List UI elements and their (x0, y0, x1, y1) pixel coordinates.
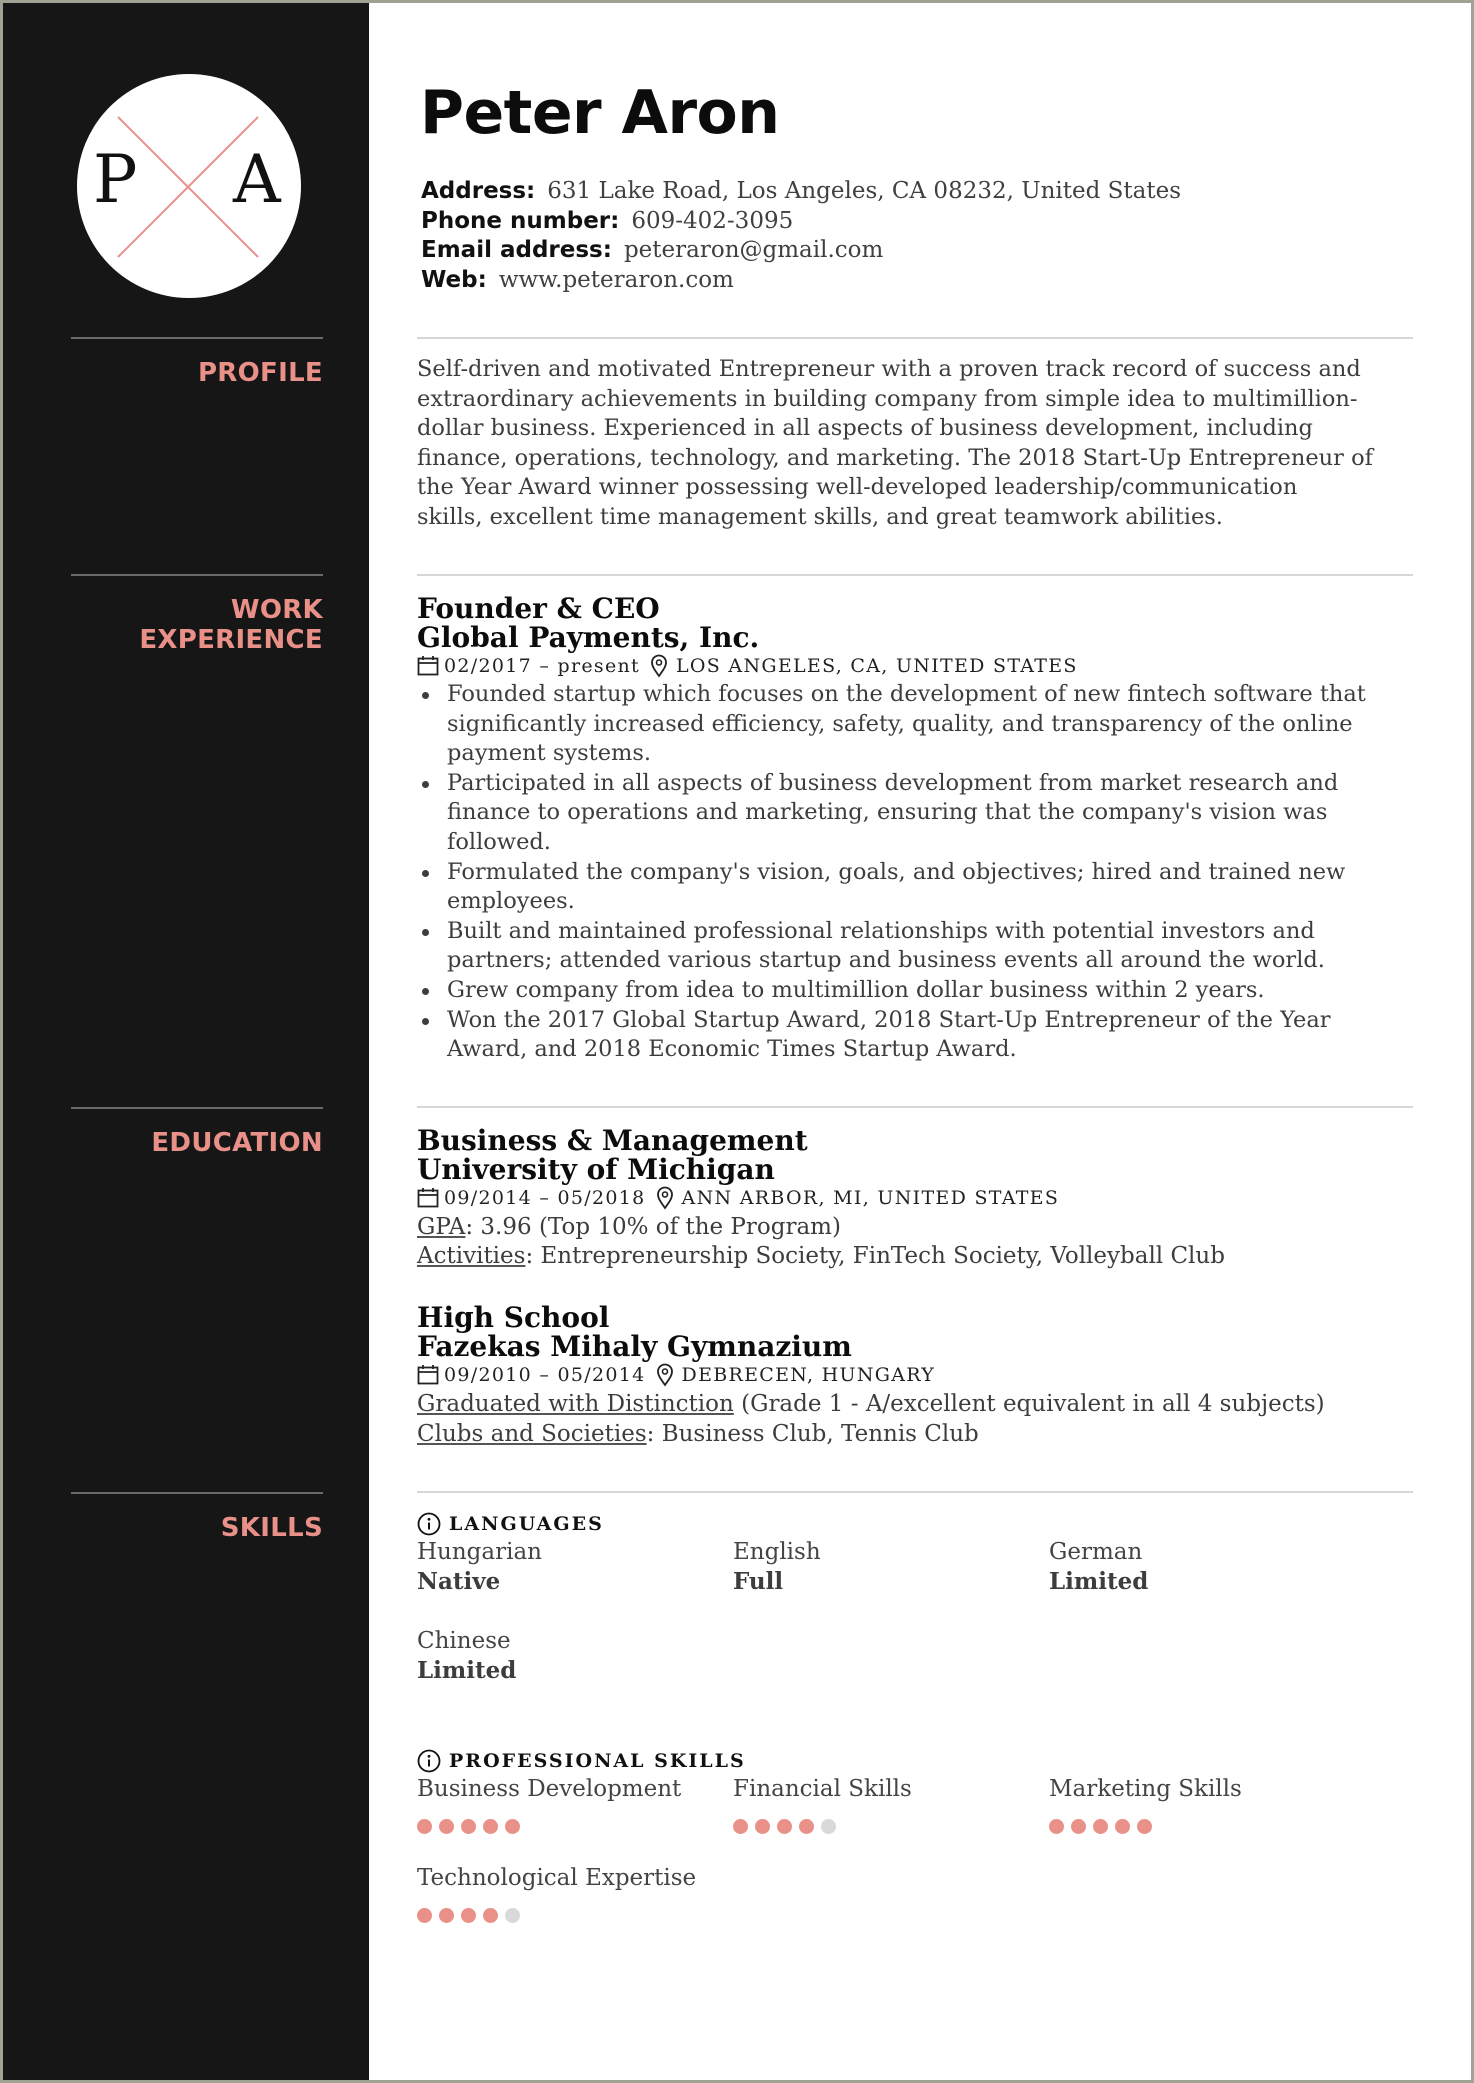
language-level: Native (417, 1568, 501, 1595)
rating-dot-filled (417, 1819, 432, 1834)
profile-line: dollar business. Experienced in all aspects of business development, including (417, 415, 1313, 441)
language-name: English (733, 1539, 821, 1565)
language-name: German (1049, 1539, 1143, 1565)
bullet-line: Built and maintained professional relationships with potential investors and (447, 917, 1315, 944)
list-item (417, 769, 1377, 858)
language-item (733, 1538, 1033, 1596)
sidebar-divider (71, 1492, 323, 1494)
section-divider (417, 574, 1413, 576)
rating-dot-filled (439, 1908, 454, 1923)
list-item (417, 1006, 1377, 1065)
rating-dot-filled (505, 1819, 520, 1834)
languages-heading-text: LANGUAGES (449, 1513, 604, 1535)
rating-dot-filled (1093, 1819, 1108, 1834)
job-title: Founder & CEO (417, 592, 660, 625)
skill-item (733, 1775, 1033, 1834)
sidebar-divider (71, 1107, 323, 1109)
language-name: Chinese (417, 1628, 511, 1654)
job-bullets (417, 680, 1377, 1065)
education-location: ANN ARBOR, MI, UNITED STATES (681, 1187, 1060, 1209)
profile-summary (417, 355, 1413, 532)
skill-rating (1049, 1819, 1349, 1834)
detail-label: Activities (417, 1243, 526, 1269)
rating-dot-filled (799, 1819, 814, 1834)
rating-dot-filled (461, 1908, 476, 1923)
rating-dot-filled (733, 1819, 748, 1834)
section-heading-profile: PROFILE (197, 358, 323, 388)
skill-rating (417, 1819, 717, 1834)
rating-dot-filled (1049, 1819, 1064, 1834)
education-meta (417, 1362, 935, 1388)
detail-label: GPA (417, 1214, 466, 1240)
skill-rating (417, 1908, 717, 1923)
profile-line: the Year Award winner possessing well-developed leadership/communication (417, 474, 1298, 500)
contact-label: Address: (421, 178, 536, 204)
education-school: Fazekas Mihaly Gymnazium (417, 1330, 852, 1363)
skill-name: Financial Skills (733, 1776, 912, 1802)
candidate-name: Peter Aron (420, 78, 780, 148)
languages-heading (417, 1511, 604, 1537)
education-dates: 09/2014 – 05/2018 (444, 1187, 646, 1209)
section-heading-work-line1: WORK (230, 595, 323, 625)
bullet-line: employees. (447, 888, 575, 915)
professional-skills-heading-text: PROFESSIONAL SKILLS (449, 1750, 746, 1772)
location-pin-icon (650, 654, 668, 678)
section-divider (417, 1106, 1413, 1108)
sidebar-divider (71, 574, 323, 576)
rating-dot-empty (821, 1819, 836, 1834)
bullet-line: Award, and 2018 Economic Times Startup Award. (447, 1036, 1017, 1063)
rating-dot-filled (483, 1819, 498, 1834)
education-location: DEBRECEN, HUNGARY (681, 1364, 936, 1386)
education-detail (417, 1213, 841, 1242)
rating-dot-filled (1071, 1819, 1086, 1834)
section-divider (417, 1491, 1413, 1493)
bullet-line: significantly increased efficiency, safety, quality, and transparency of the online (447, 710, 1353, 737)
rating-dot-filled (1137, 1819, 1152, 1834)
rating-dot-empty (505, 1908, 520, 1923)
education-degree: Business & Management (417, 1124, 808, 1157)
calendar-icon (417, 655, 439, 677)
job-meta (417, 653, 1078, 679)
skill-name: Business Development (417, 1776, 682, 1802)
language-level: Full (733, 1568, 784, 1595)
contact-value[interactable]: www.peteraron.com (498, 267, 734, 293)
rating-dot-filled (755, 1819, 770, 1834)
job-dates: 02/2017 – present (444, 655, 640, 677)
contact-value: 609-402-3095 (631, 208, 794, 234)
rating-dot-filled (1115, 1819, 1130, 1834)
language-level: Limited (1049, 1568, 1149, 1595)
skill-item (1049, 1775, 1349, 1834)
rating-dot-filled (417, 1908, 432, 1923)
skill-item (417, 1775, 717, 1834)
profile-line: extraordinary achievements in building company from simple idea to multimillion- (417, 385, 1358, 412)
education-meta (417, 1185, 1059, 1211)
job-location: LOS ANGELES, CA, UNITED STATES (675, 655, 1078, 677)
profile-line: Self-driven and motivated Entrepreneur with a proven track record of success and (417, 356, 1361, 382)
list-item (417, 858, 1377, 917)
bullet-line: Founded startup which focuses on the development of new fintech software that (447, 681, 1366, 707)
education-detail (417, 1390, 1325, 1419)
list-item (417, 917, 1377, 976)
contact-label: Web: (421, 267, 487, 293)
professional-skills-heading (417, 1748, 746, 1774)
language-level: Limited (417, 1657, 517, 1684)
skill-name: Marketing Skills (1049, 1776, 1242, 1802)
rating-dot-filled (777, 1819, 792, 1834)
profile-line: finance, operations, technology, and marketing. The 2018 Start-Up Entrepreneur of (417, 444, 1373, 471)
detail-text: : 3.96 (Top 10% of the Program) (465, 1214, 841, 1240)
detail-text: (Grade 1 - A/excellent equivalent in all 4 subjects) (733, 1391, 1325, 1417)
skill-name: Technological Expertise (417, 1865, 697, 1891)
education-degree: High School (417, 1301, 610, 1334)
bullet-line: Formulated the company's vision, goals, and objectives; hired and trained new (447, 858, 1346, 885)
section-heading-work (71, 595, 323, 655)
section-heading-work-line2: EXPERIENCE (139, 625, 323, 655)
rating-dot-filled (461, 1819, 476, 1834)
job-company: Global Payments, Inc. (417, 621, 760, 654)
skill-item (417, 1864, 717, 1923)
profile-line: skills, excellent time management skills, and great teamwork abilities. (417, 503, 1223, 530)
monogram-letter-right: A (233, 141, 281, 218)
contact-address (421, 177, 1181, 206)
sidebar (3, 3, 369, 2080)
bullet-line: Participated in all aspects of business development from market research and (447, 769, 1339, 796)
list-item (417, 976, 1377, 1006)
monogram-letter-left: P (93, 141, 138, 218)
bullet-line: partners; attended various startup and business events all around the world. (447, 947, 1325, 974)
bullet-line: Won the 2017 Global Startup Award, 2018 Start-Up Entrepreneur of the Year (447, 1006, 1331, 1033)
bullet-line: Grew company from idea to multimillion dollar business within 2 years. (447, 976, 1265, 1003)
contact-value[interactable]: peteraron@gmail.com (623, 237, 884, 263)
location-pin-icon (656, 1186, 674, 1210)
contact-email (421, 236, 883, 265)
language-item (417, 1538, 717, 1596)
contact-web (421, 266, 734, 295)
rating-dot-filled (439, 1819, 454, 1834)
education-dates: 09/2010 – 05/2014 (444, 1364, 646, 1386)
location-pin-icon (656, 1363, 674, 1387)
sidebar-divider (71, 337, 323, 339)
bullet-line: payment systems. (447, 740, 652, 767)
calendar-icon (417, 1364, 439, 1386)
education-detail (417, 1242, 1225, 1271)
contact-label: Email address: (421, 237, 612, 263)
contact-phone (421, 207, 793, 236)
language-name: Hungarian (417, 1539, 542, 1565)
detail-label: Clubs and Societies (417, 1421, 647, 1447)
skill-rating (733, 1819, 1033, 1834)
language-item (1049, 1538, 1349, 1596)
monogram-logo (77, 74, 301, 298)
education-detail (417, 1420, 979, 1449)
contact-value: 631 Lake Road, Los Angeles, CA 08232, United States (547, 178, 1182, 204)
detail-text: : Entrepreneurship Society, FinTech Society, Volleyball Club (525, 1243, 1225, 1269)
education-school: University of Michigan (417, 1153, 775, 1186)
rating-dot-filled (483, 1908, 498, 1923)
bullet-line: finance to operations and marketing, ensuring that the company's vision was (447, 799, 1328, 826)
detail-label: Graduated with Distinction (417, 1391, 734, 1417)
info-icon (417, 1512, 441, 1536)
calendar-icon (417, 1187, 439, 1209)
language-item (417, 1627, 717, 1685)
section-heading-skills: SKILLS (220, 1513, 323, 1543)
section-heading-education: EDUCATION (151, 1128, 323, 1158)
bullet-line: followed. (447, 828, 551, 855)
detail-text: : Business Club, Tennis Club (646, 1421, 979, 1447)
list-item (417, 680, 1377, 769)
contact-label: Phone number: (421, 208, 620, 234)
info-icon (417, 1749, 441, 1773)
section-divider (417, 337, 1413, 339)
